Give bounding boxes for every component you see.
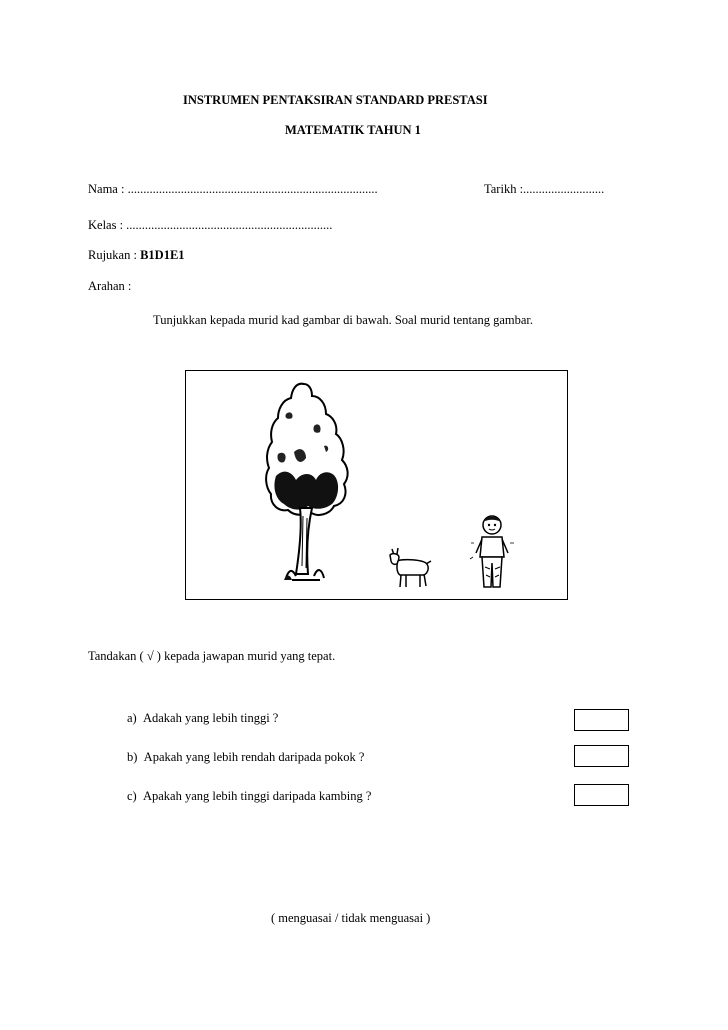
rujukan-label: Rujukan : [88,248,141,262]
rujukan-field [88,248,185,263]
question-c [127,789,371,804]
picture-card [185,370,568,600]
document-subtitle: MATEMATIK TAHUN 1 [285,123,421,137]
question-marker: b) [127,750,138,764]
arahan-label: Arahan : [88,279,132,293]
nama-field: Nama : ................................................................................ [88,182,378,196]
boy-icon [468,513,518,593]
answer-box-c[interactable] [574,784,629,806]
answer-box-b[interactable] [574,745,629,767]
question-marker: c) [127,789,137,803]
tarikh-field: Tarikh :.......................... [484,182,605,196]
question-text: Apakah yang lebih rendah daripada pokok ? [143,750,365,764]
tree-icon [256,376,356,591]
rujukan-value: B1D1E1 [140,248,185,262]
footer-mastery: ( menguasai / tidak menguasai ) [271,911,431,925]
question-text: Apakah yang lebih tinggi daripada kambing ? [142,789,372,803]
question-a [127,711,278,726]
question-text: Adakah yang lebih tinggi ? [142,711,279,725]
goat-icon [386,545,434,591]
instruction-text: Tunjukkan kepada murid kad gambar di bawah. Soal murid tentang gambar. [153,313,534,327]
answer-box-a[interactable] [574,709,629,731]
question-marker: a) [127,711,137,725]
document-title: INSTRUMEN PENTAKSIRAN STANDARD PRESTASI [183,93,488,107]
question-b [127,750,364,765]
kelas-field: Kelas : .................................................................. [88,218,333,232]
prompt-text: Tandakan ( √ ) kepada jawapan murid yang tepat. [88,649,336,663]
